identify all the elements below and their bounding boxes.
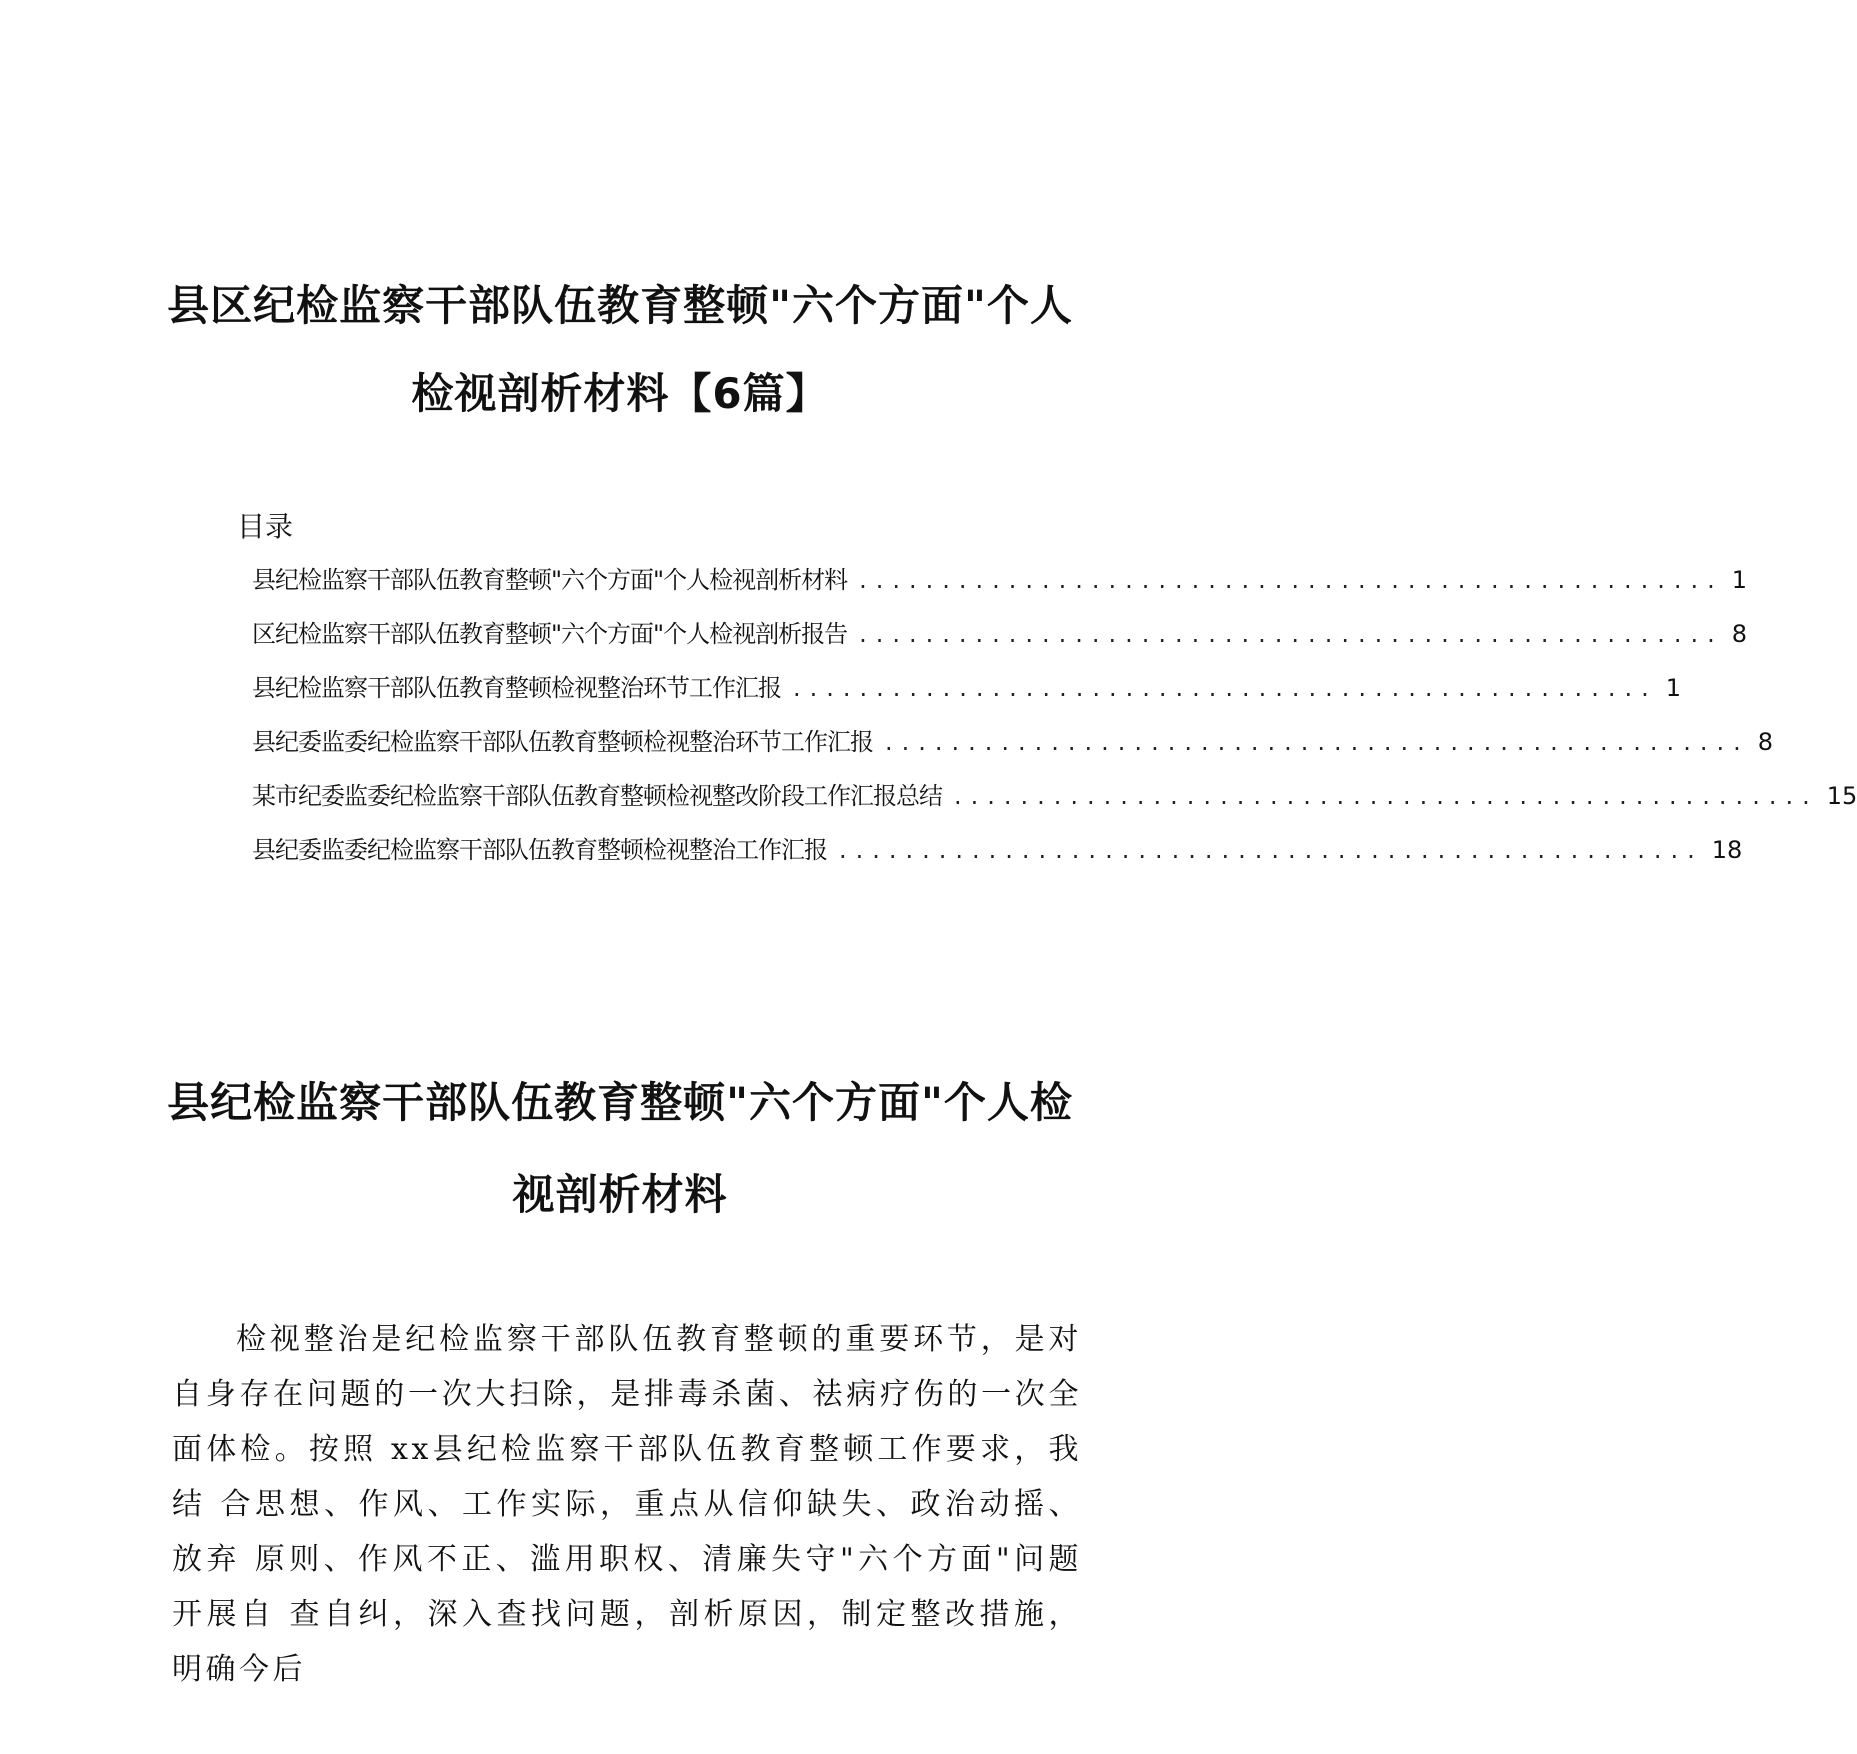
toc-page-number: 8 bbox=[1731, 620, 1748, 648]
table-of-contents bbox=[252, 560, 1857, 884]
toc-leader-dots: .................................................... bbox=[793, 674, 1658, 702]
toc-leader-dots: .................................................... bbox=[885, 728, 1750, 756]
toc-page-number: 1 bbox=[1731, 566, 1748, 594]
toc-leader-dots: .................................................... bbox=[859, 620, 1724, 648]
toc-entry[interactable] bbox=[252, 668, 1681, 722]
toc-page-number: 1 bbox=[1665, 674, 1681, 702]
body-paragraph: 检视整治是纪检监察干部队伍教育整顿的重要环节，是对自身存在问题的一次大扫除，是排毒杀菌、祛病疗伤的一次全面体检。按照 xx县纪检监察干部队伍教育整顿工作要求，我结 合思想、作风、工作实际，重点从信仰缺失、政治动摇、放弃 原则、作风不正、滥用职权、清廉失守"六个方面"问题开展自 查自纠，深入查找问题，剖析原因，制定整改措施，明确今后 bbox=[172, 1322, 1082, 1687]
toc-leader-dots: .................................................... bbox=[954, 782, 1819, 810]
toc-entry-text: 县纪委监委纪检监察干部队伍教育整顿检视整治环节工作汇报 bbox=[252, 728, 873, 756]
toc-entry-text: 区纪检监察干部队伍教育整顿"六个方面"个人检视剖析报告 bbox=[252, 620, 848, 648]
toc-entry-text: 县纪检监察干部队伍教育整顿检视整治环节工作汇报 bbox=[252, 674, 781, 702]
toc-entry-text: 县纪检监察干部队伍教育整顿"六个方面"个人检视剖析材料 bbox=[252, 566, 848, 594]
toc-leader-dots: .................................................... bbox=[859, 566, 1724, 594]
toc-entry[interactable] bbox=[252, 776, 1857, 830]
section-title: 县纪检监察干部队伍教育整顿"六个方面"个人检视剖析材料 bbox=[167, 1078, 1073, 1219]
toc-heading: 目录 bbox=[237, 510, 294, 543]
toc-leader-dots: .................................................... bbox=[839, 836, 1704, 864]
toc-entry-text: 县纪委监委纪检监察干部队伍教育整顿检视整治工作汇报 bbox=[252, 836, 827, 864]
toc-entry[interactable] bbox=[252, 830, 1743, 884]
toc-entry[interactable] bbox=[252, 614, 1748, 668]
toc-page-number: 8 bbox=[1757, 728, 1773, 756]
toc-page-number: 18 bbox=[1711, 836, 1743, 864]
document-title: 县区纪检监察干部队伍教育整顿"六个方面"个人检视剖析材料【6篇】 bbox=[167, 281, 1073, 418]
toc-entry[interactable] bbox=[252, 560, 1748, 614]
toc-page-number: 15 bbox=[1826, 782, 1857, 810]
toc-entry-text: 某市纪委监委纪检监察干部队伍教育整顿检视整改阶段工作汇报总结 bbox=[252, 782, 942, 810]
toc-entry[interactable] bbox=[252, 722, 1773, 776]
